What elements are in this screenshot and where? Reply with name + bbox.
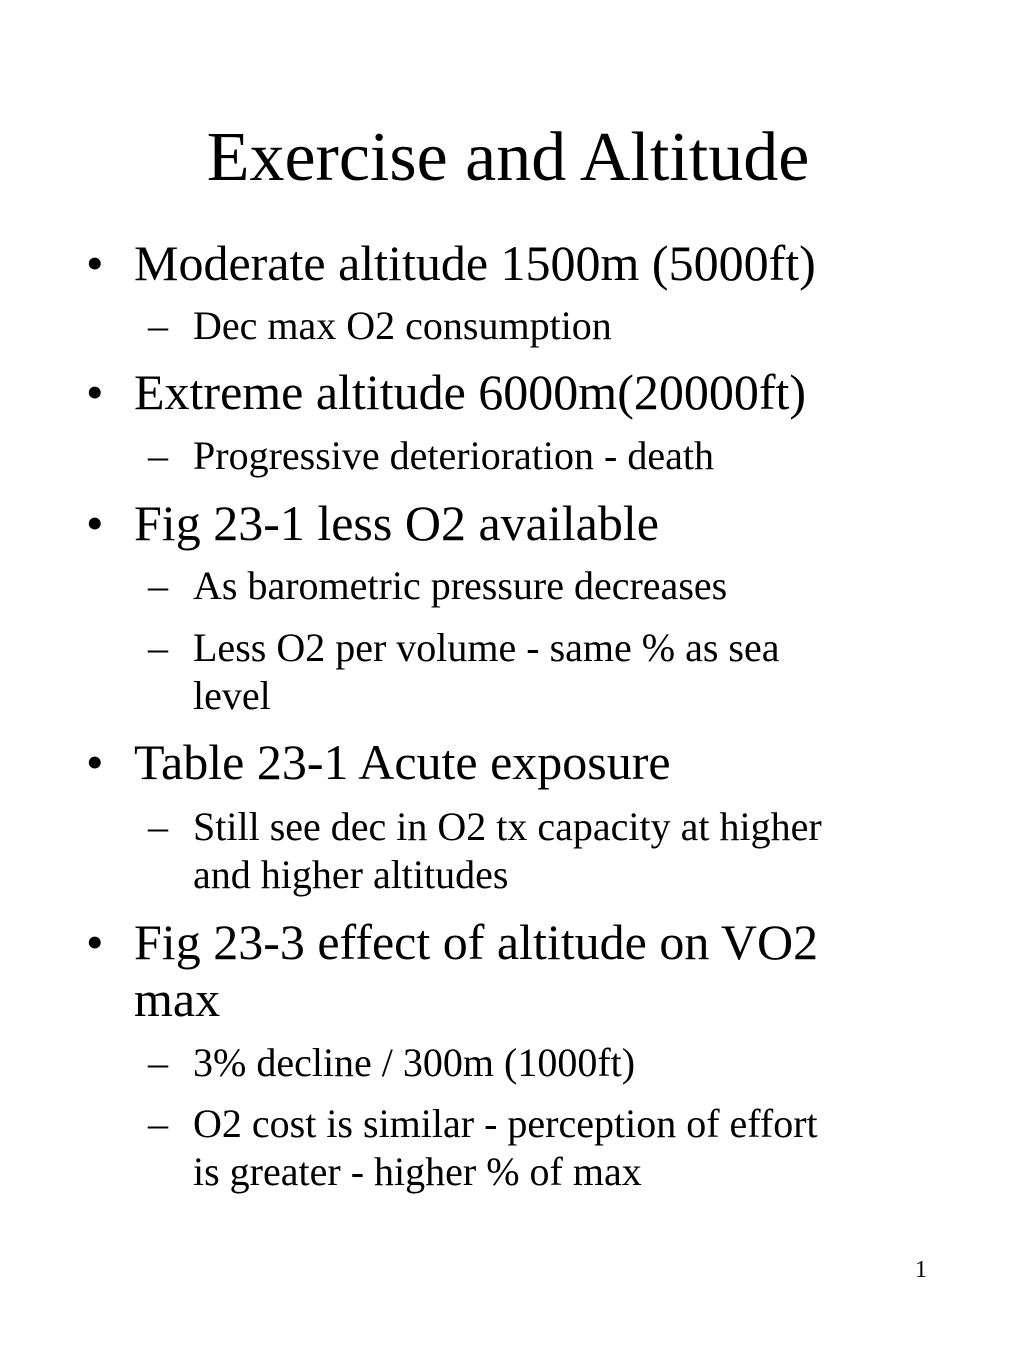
sub-bullet-item — [148, 624, 780, 672]
sub-bullet-text: and higher altitudes — [193, 852, 509, 897]
bullet-item — [86, 495, 659, 551]
bullet-marker: • — [86, 734, 104, 790]
bullet-text: Extreme altitude 6000m(20000ft) — [134, 364, 807, 420]
sub-bullet-marker: – — [148, 303, 168, 348]
slide-title: Exercise and Altitude — [206, 119, 810, 196]
bullet-item — [86, 734, 671, 790]
sub-bullet-item — [148, 432, 714, 480]
sub-bullet-continuation — [193, 851, 508, 899]
page-number: 1 — [915, 1257, 927, 1283]
sub-bullet-item — [148, 803, 822, 851]
sub-bullet-marker: – — [148, 1040, 168, 1085]
sub-bullet-marker: – — [148, 433, 168, 478]
sub-bullet-text: 3% decline / 300m (1000ft) — [193, 1040, 636, 1085]
bullet-item — [86, 914, 819, 970]
sub-bullet-text: level — [193, 673, 271, 718]
sub-bullet-item — [148, 562, 728, 610]
sub-bullet-text: Less O2 per volume - same % as sea — [193, 625, 780, 670]
bullet-text: Table 23-1 Acute exposure — [134, 734, 671, 790]
sub-bullet-text: Dec max O2 consumption — [193, 303, 612, 348]
sub-bullet-marker: – — [148, 804, 168, 849]
sub-bullet-item — [148, 1039, 636, 1087]
sub-bullet-marker: – — [148, 1101, 168, 1146]
bullet-text: max — [134, 971, 221, 1027]
sub-bullet-text: Still see dec in O2 tx capacity at higher — [193, 804, 822, 849]
bullet-continuation — [134, 971, 221, 1027]
sub-bullet-text: Progressive deterioration - death — [193, 433, 714, 478]
bullet-text: Fig 23-3 effect of altitude on VO2 — [134, 914, 819, 970]
sub-bullet-item — [148, 302, 612, 350]
bullet-text: Moderate altitude 1500m (5000ft) — [134, 235, 816, 291]
sub-bullet-marker: – — [148, 563, 168, 608]
bullet-marker: • — [86, 364, 104, 420]
bullet-marker: • — [86, 235, 104, 291]
bullet-marker: • — [86, 495, 104, 551]
bullet-text: Fig 23-1 less O2 available — [134, 495, 659, 551]
sub-bullet-text: As barometric pressure decreases — [193, 563, 728, 608]
bullet-item — [86, 235, 816, 291]
sub-bullet-item — [148, 1100, 818, 1148]
bullet-marker: • — [86, 914, 104, 970]
sub-bullet-marker: – — [148, 625, 168, 670]
sub-bullet-text: O2 cost is similar - perception of effort — [193, 1101, 818, 1146]
sub-bullet-continuation — [193, 672, 271, 720]
bullet-item — [86, 364, 807, 420]
sub-bullet-text: is greater - higher % of max — [193, 1149, 642, 1194]
sub-bullet-continuation — [193, 1148, 642, 1196]
